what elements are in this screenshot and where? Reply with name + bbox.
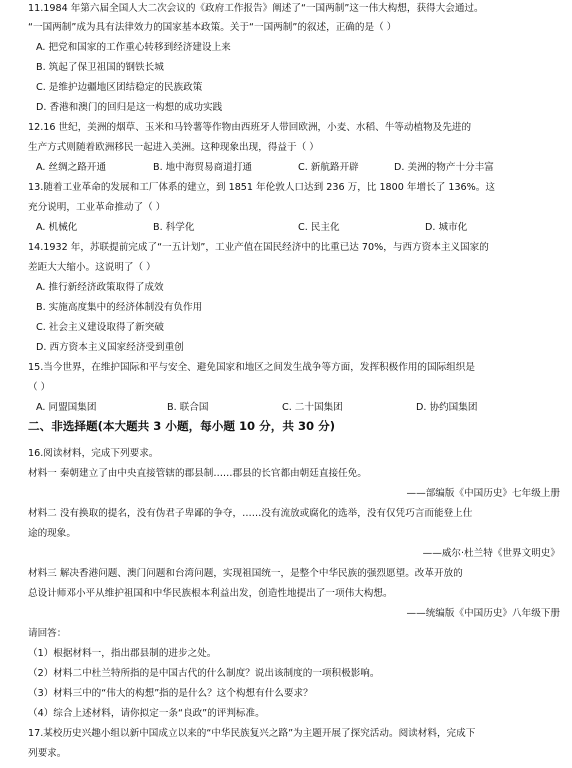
q11-option-d[interactable]: D. 香港和澳门的回归是这一构想的成功实践: [36, 102, 223, 113]
q13-option-c[interactable]: C. 民主化: [298, 222, 340, 233]
q13-option-b[interactable]: B. 科学化: [153, 222, 195, 233]
q15-option-b[interactable]: B. 联合国: [167, 402, 209, 413]
q16-sub-3: （3）材料三中的“伟大的构想”指的是什么？这个构想有什么要求？: [28, 688, 313, 699]
q15-options: [36, 401, 562, 414]
q14-option-b[interactable]: B. 实施高度集中的经济体制没有负作用: [36, 302, 203, 313]
q17-stem-line2: 列要求。: [28, 748, 67, 759]
q15-option-c[interactable]: C. 二十国集团: [282, 402, 343, 413]
q16-material-2-source: ——威尔·杜兰特《世界文明史》: [422, 548, 560, 559]
q12-option-b[interactable]: B. 地中海贸易商道打通: [153, 162, 253, 173]
q16-stem: 16.阅读材料，完成下列要求。: [28, 448, 159, 459]
q12-option-d[interactable]: D. 美洲的物产十分丰富: [394, 162, 494, 173]
q17-stem-line1: 17.某校历史兴趣小组以新中国成立以来的“中华民族复兴之路”为主题开展了探究活动。阅读材料，完成下: [28, 728, 476, 739]
q16-material-3-line1: 材料三 解决香港问题、澳门问题和台湾问题，实现祖国统一，是整个中华民族的强烈愿望。改革开放的: [28, 568, 463, 579]
q12-option-c[interactable]: C. 新航路开辟: [298, 162, 359, 173]
q14-option-a[interactable]: A. 推行新经济政策取得了成效: [36, 282, 164, 293]
q15-stem-line1: 15.当今世界，在维护国际和平与安全、避免国家和地区之间发生战争等方面，发挥积极作用的国际组织是: [28, 362, 475, 373]
q16-material-3-source: ——统编版《中国历史》八年级下册: [406, 608, 560, 619]
q13-stem-line1: 13.随着工业革命的发展和工厂体系的建立，到 1851 年伦敦人口达到 236 万，比 1800 年增长了 136%。这: [28, 182, 495, 193]
q11-stem-line1: 11.1984 年第六届全国人大二次会议的《政府工作报告》阐述了“一国两制”这一伟大构想，获得大会通过。: [28, 3, 484, 14]
q13-stem-line2: 充分说明，工业革命推动了（ ）: [28, 202, 166, 213]
q16-material-2-line2: 途的现象。: [28, 528, 76, 539]
q15-option-a[interactable]: A. 同盟国集团: [36, 402, 97, 413]
q12-stem-line2: 生产方式则随着欧洲移民一起进入美洲。这种现象出现，得益于（ ）: [28, 142, 319, 153]
q11-option-b[interactable]: B. 筑起了保卫祖国的钢铁长城: [36, 62, 164, 73]
q14-stem-line1: 14.1932 年，苏联提前完成了“一五计划”，工业产值在国民经济中的比重已达 70%，与西方资本主义国家的: [28, 242, 489, 253]
q15-option-d[interactable]: D. 协约国集团: [416, 402, 478, 413]
q12-stem-line1: 12.16 世纪，美洲的烟草、玉米和马铃薯等作物由西班牙人带回欧洲，小麦、水稻、牛等动植物及先进的: [28, 122, 472, 133]
q16-material-1: 材料一 秦朝建立了由中央直接管辖的郡县制……郡县的长官都由朝廷直接任免。: [28, 468, 367, 479]
q16-sub-1: （1）根据材料一，指出郡县制的进步之处。: [28, 648, 217, 659]
q11-option-c[interactable]: C. 是维护边疆地区团结稳定的民族政策: [36, 82, 203, 93]
q15-stem-line2: （ ）: [28, 382, 51, 393]
section-2-heading: 二、非选择题(本大题共 3 小题，每小题 10 分，共 30 分): [28, 419, 336, 433]
q11-stem-line2: “一国两制”成为具有法律效力的国家基本政策。关于“一国两制”的叙述，正确的是（ ）: [28, 22, 397, 33]
q12-option-a[interactable]: A. 丝绸之路开通: [36, 162, 107, 173]
q13-options: [36, 221, 562, 234]
q13-option-d[interactable]: D. 城市化: [425, 222, 468, 233]
q16-ask: 请回答：: [28, 628, 67, 639]
q16-sub-4: （4）综合上述材料，请你拟定一条“良政”的评判标准。: [28, 708, 265, 719]
q11-option-a[interactable]: A. 把党和国家的工作重心转移到经济建设上来: [36, 42, 231, 53]
q14-stem-line2: 差距大大缩小。这说明了（ ）: [28, 262, 156, 273]
q13-option-a[interactable]: A. 机械化: [36, 222, 78, 233]
q12-options: [36, 161, 562, 174]
q16-sub-2: （2）材料二中杜兰特所指的是中国古代的什么制度？说出该制度的一项积极影响。: [28, 668, 380, 679]
q14-option-c[interactable]: C. 社会主义建设取得了新突破: [36, 322, 164, 333]
q16-material-1-source: ——部编版《中国历史》七年级上册: [406, 488, 560, 499]
q14-option-d[interactable]: D. 西方资本主义国家经济受到重创: [36, 342, 184, 353]
q16-material-2-line1: 材料二 没有换取的提名，没有伪君子卑鄙的争夺，……没有流放或腐化的选举，没有仅凭巧言而能登上仕: [28, 508, 473, 519]
q16-material-3-line2: 总设计师邓小平从维护祖国和中华民族根本利益出发，创造性地提出了一项伟大构想。: [28, 588, 393, 599]
